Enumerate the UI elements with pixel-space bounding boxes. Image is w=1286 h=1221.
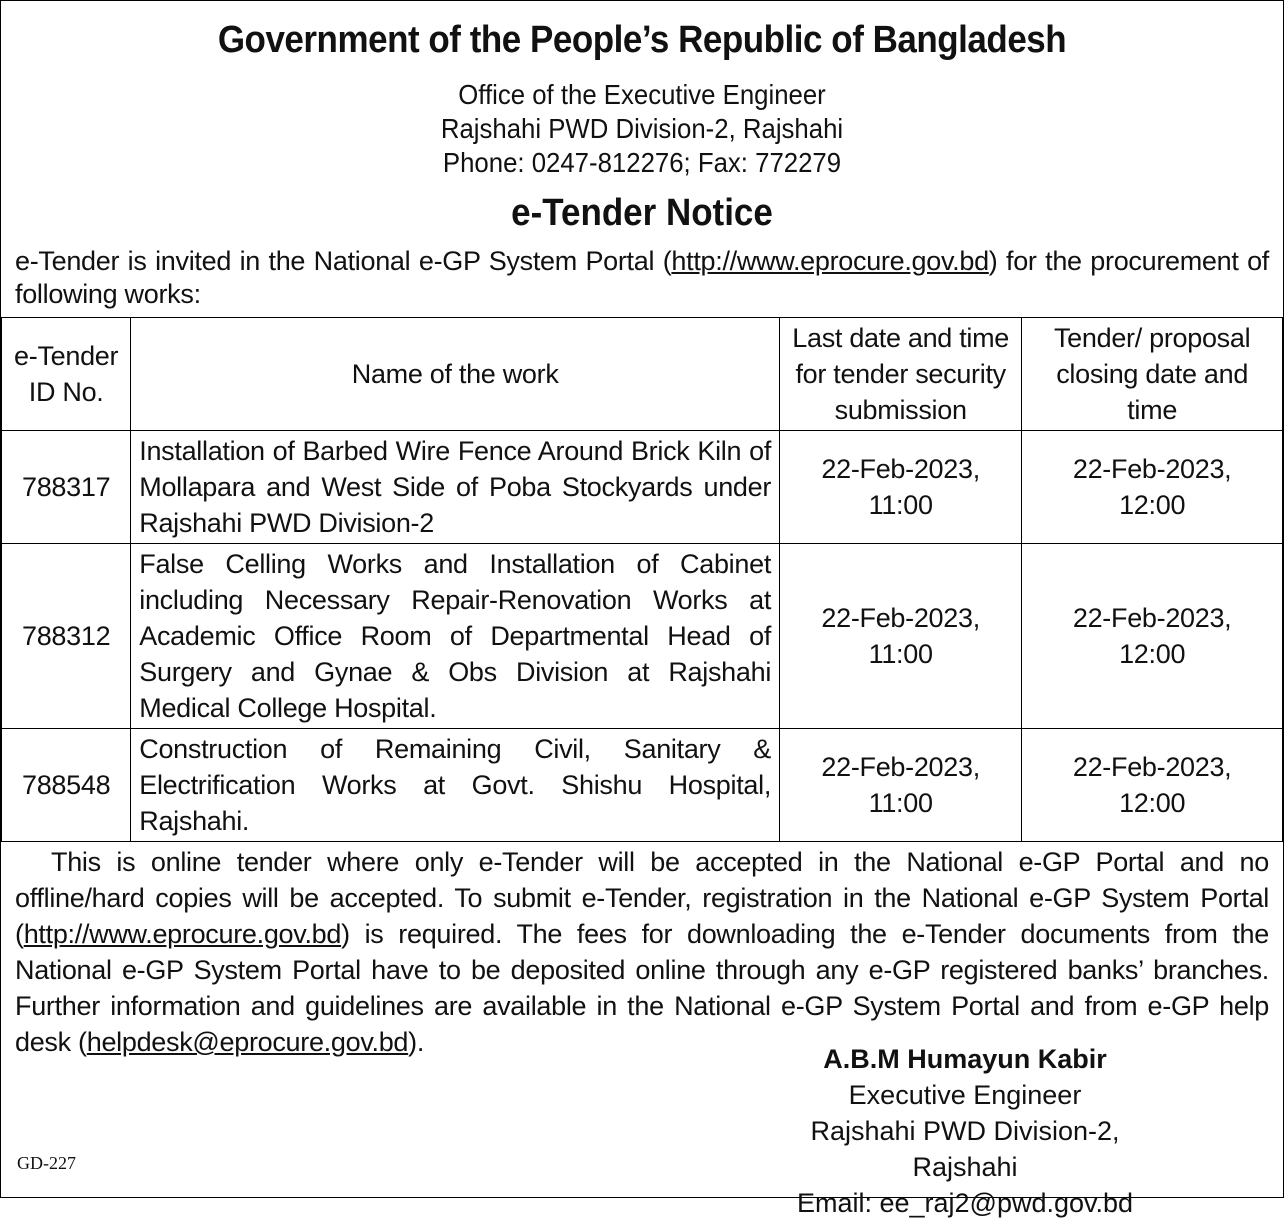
table-header-row [2, 318, 1283, 431]
closing-date-cell [1022, 729, 1283, 842]
security-time: 11:00 [868, 788, 933, 818]
office-name: Office of the Executive Engineer [458, 79, 826, 110]
security-date: 22-Feb-2023, [821, 454, 980, 484]
intro-text-start: e-Tender is invited in the National e-GP System Portal ( [15, 246, 672, 276]
tender-id-cell: 788312 [2, 544, 131, 729]
security-date: 22-Feb-2023, [821, 752, 980, 782]
eprocure-link[interactable]: http://www.eprocure.gov.bd [671, 246, 989, 276]
government-title: Government of the People’s Republic of Bangladesh [217, 19, 1067, 61]
closing-date: 22-Feb-2023, [1072, 752, 1232, 782]
notice-header [1, 19, 1283, 235]
signatory-designation: Executive Engineer [848, 1080, 1082, 1110]
security-deadline-cell [780, 729, 1022, 842]
closing-date: 22-Feb-2023, [1072, 454, 1232, 484]
notice-title: e-Tender Notice [511, 192, 773, 234]
closing-time: 12:00 [1119, 788, 1186, 818]
header-tender-id: e-Tender ID No. [2, 318, 131, 431]
table-row [2, 544, 1283, 729]
work-name-cell: False Celling Works and Installation of Cabinet including Necessary Repair-Renovation Works at Academic Office Room of Departmental Head of Surgery and Gynae & Obs Division at Rajshahi Medical College Hospital. [131, 544, 780, 729]
security-deadline-cell [780, 431, 1022, 544]
instructions-text-1: This is online tender where only e-Tender will be accepted in the National e-GP Portal and no offline/hard copies will be accepted. To submit e-Tender, registration in the National e-GP System Portal ( [15, 847, 1269, 949]
closing-date: 22-Feb-2023, [1072, 603, 1232, 633]
security-date: 22-Feb-2023, [821, 603, 980, 633]
header-security-deadline: Last date and time for tender security submission [780, 318, 1022, 431]
intro-text-end: ) for the procurement of following works: [15, 246, 1269, 309]
instructions-text-2: ) is required. The fees for downloading the e-Tender documents from the National e-GP System Portal have to be deposited online through any e-GP registered banks’ branches. Further information and guidelines are available in the National e-GP System Portal and from e-GP help desk ( [15, 919, 1269, 1057]
signatory-name: A.B.M Humayun Kabir [823, 1044, 1107, 1074]
helpdesk-email-link[interactable]: helpdesk@eprocure.gov.bd [86, 1027, 409, 1057]
eprocure-link[interactable]: http://www.eprocure.gov.bd [23, 919, 342, 949]
header-work-name: Name of the work [131, 318, 780, 431]
division-name: Rajshahi PWD Division-2, Rajshahi [440, 113, 844, 144]
signature-block [755, 1041, 1175, 1221]
contact-info: Phone: 0247-812276; Fax: 772279 [442, 147, 842, 178]
closing-date-cell [1022, 431, 1283, 544]
instructions-paragraph [15, 844, 1269, 1060]
tender-id-cell: 788317 [2, 431, 131, 544]
tender-id-cell: 788548 [2, 729, 131, 842]
intro-paragraph [15, 245, 1269, 311]
instructions-text-3: ). [408, 1027, 425, 1057]
work-name-cell: Construction of Remaining Civil, Sanitary & Electrification Works at Govt. Shishu Hospital, Rajshahi. [131, 729, 780, 842]
closing-time: 12:00 [1119, 490, 1186, 520]
signatory-office: Rajshahi PWD Division-2, Rajshahi [810, 1116, 1120, 1182]
closing-time: 12:00 [1119, 639, 1186, 669]
security-deadline-cell [780, 544, 1022, 729]
table-row [2, 431, 1283, 544]
security-time: 11:00 [868, 639, 933, 669]
work-name-cell: Installation of Barbed Wire Fence Around Brick Kiln of Mollapara and West Side of Poba Stockyards under Rajshahi PWD Division-2 [131, 431, 780, 544]
table-row [2, 729, 1283, 842]
notice-code: GD-227 [17, 1153, 76, 1173]
signatory-email: Email: ee_raj2@pwd.gov.bd [796, 1188, 1134, 1218]
works-table [1, 317, 1283, 842]
header-closing-date: Tender/ proposal closing date and time [1022, 318, 1283, 431]
closing-date-cell [1022, 544, 1283, 729]
security-time: 11:00 [868, 490, 933, 520]
